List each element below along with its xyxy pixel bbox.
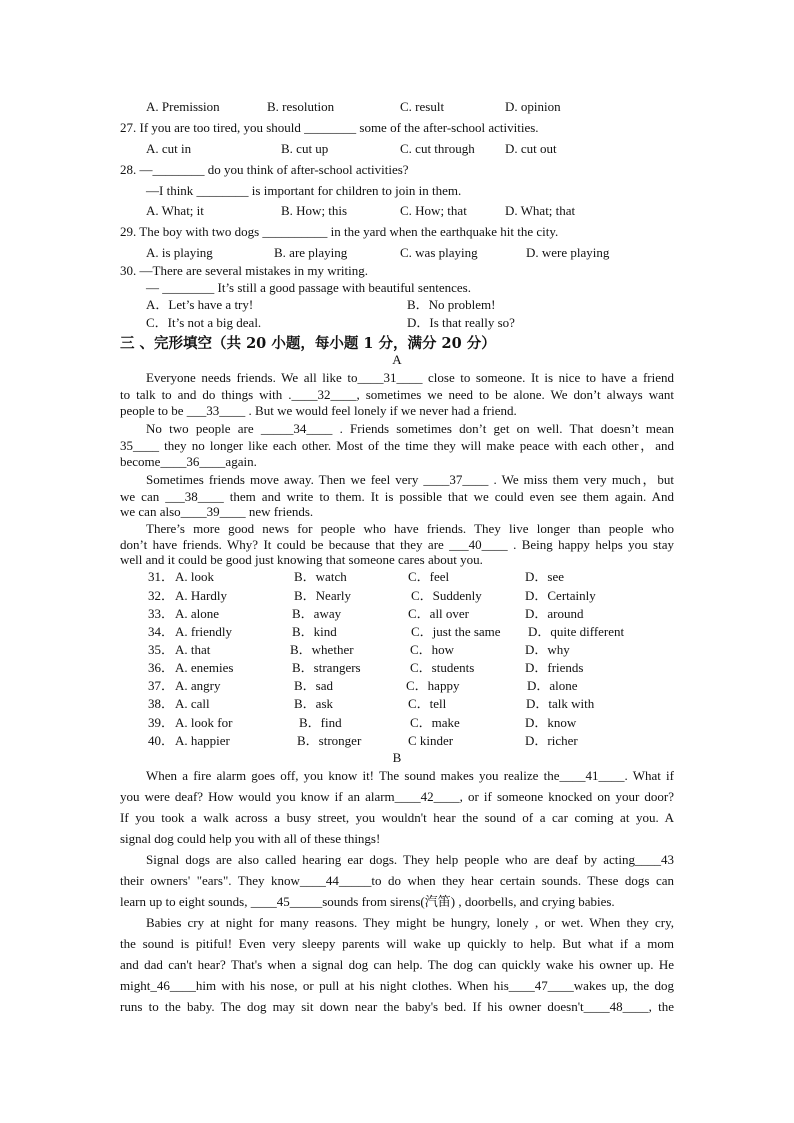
option-a: A. enemies xyxy=(175,660,234,675)
q30-stem: 30. —There are several mistakes in my writing. xyxy=(120,263,369,278)
passage-b-line: and dad can't hear? That's when a signal dog can help. The dog can quickly wake his owner up. He xyxy=(120,957,674,972)
q27-option-d: D. cut out xyxy=(505,141,557,156)
option-d: D．Certainly xyxy=(525,588,596,603)
passage-a-line: we can ___38____ them and write to them. It is possible that we could even see them again. And xyxy=(120,489,674,504)
option-c: C．Suddenly xyxy=(411,588,482,603)
option-c: C．students xyxy=(410,660,475,675)
passage-a-line: There’s more good news for people who have friends. They live longer than people who xyxy=(146,521,674,536)
q29-stem: 29. The boy with two dogs __________ in the yard when the earthquake hit the city. xyxy=(120,224,559,239)
option-b: B．kind xyxy=(292,624,337,639)
q28-reply: —I think ________ is important for children to join in them. xyxy=(146,183,462,198)
option-c: C．happy xyxy=(406,678,460,693)
passage-b-line: signal dog could help you with all of these things! xyxy=(120,831,381,846)
option-c: C．all over xyxy=(408,606,470,621)
option-b: B．away xyxy=(292,606,342,621)
passage-a-line: 35____ they no longer like each other. Most of the time they will make peace with each other，and xyxy=(120,438,674,453)
passage-a-line: we can also____39____ new friends. xyxy=(120,504,314,519)
option-number: 38． xyxy=(148,696,175,711)
q29-option-b: B. are playing xyxy=(274,245,348,260)
passage-a-line: to talk to and do things with .____32____, sometimes we need to be alone. We don’t always want xyxy=(120,387,674,402)
option-d: D．richer xyxy=(525,733,578,748)
option-b: B．ask xyxy=(294,696,334,711)
q26-option-a: A. Premission xyxy=(146,99,220,114)
option-d: D．alone xyxy=(527,678,578,693)
option-d: D．see xyxy=(525,569,564,584)
q30-option-a: A．Let’s have a try! xyxy=(146,297,254,312)
option-number: 39． xyxy=(148,715,175,730)
option-d: D．friends xyxy=(525,660,584,675)
option-d: D．why xyxy=(525,642,570,657)
passage-a-label: A xyxy=(392,352,402,367)
passage-b-line: you were deaf? How would you know if an alarm____42____, or if someone knocked on your door? xyxy=(120,789,674,804)
option-a: A. look xyxy=(175,569,214,584)
passage-a-line: well and it could be good just knowing that someone cares about you. xyxy=(120,552,483,567)
passage-a-line: Everyone needs friends. We all like to____31____ close to someone. It is nice to have a friend xyxy=(146,370,674,385)
option-number: 37． xyxy=(148,678,175,693)
passage-b-line: might_46____him with his nose, or pull at his night clothes. When his____47____wakes up, the dog xyxy=(120,978,674,993)
option-c: C．just the same xyxy=(411,624,501,639)
passage-b-line: the sound is pitiful! Even very sleepy parents will wake up quickly to help. But what if a mom xyxy=(120,936,674,951)
option-number: 40． xyxy=(148,733,175,748)
q28-option-c: C. How; that xyxy=(400,203,467,218)
passage-b-line: Signal dogs are also called hearing ear dogs. They help people who are deaf by acting____43 xyxy=(146,852,674,867)
q27-option-b: B. cut up xyxy=(281,141,329,156)
option-a: A. friendly xyxy=(175,624,233,639)
option-number: 33． xyxy=(148,606,175,621)
option-c: C．tell xyxy=(408,696,447,711)
passage-b-line: Babies cry at night for many reasons. They might be hungry, lonely , or wet. When they cry, xyxy=(146,915,674,930)
q30-option-d: D．Is that really so? xyxy=(407,315,515,330)
option-c: C kinder xyxy=(408,733,454,748)
passage-b-line: their owners' "ears". They know____44_____to do when they hear certain sounds. These dogs can xyxy=(120,873,674,888)
option-b: B．whether xyxy=(290,642,354,657)
option-b: B．sad xyxy=(294,678,334,693)
passage-b-line: learn up to eight sounds, ____45_____sounds from sirens(汽笛) , doorbells, and crying babies. xyxy=(120,894,615,909)
q27-option-c: C. cut through xyxy=(400,141,475,156)
option-a: A. that xyxy=(175,642,211,657)
option-number: 36． xyxy=(148,660,175,675)
option-d: D．around xyxy=(525,606,584,621)
option-b: B．Nearly xyxy=(294,588,352,603)
passage-b-label: B xyxy=(392,750,402,765)
q29-option-d: D. were playing xyxy=(526,245,610,260)
q29-option-a: A. is playing xyxy=(146,245,213,260)
q30-option-b: B．No problem! xyxy=(407,297,496,312)
passage-a-line: Sometimes friends move away. Then we feel very ____37____ . We miss them very much，but xyxy=(146,472,674,487)
q30-option-c: C．It’s not a big deal. xyxy=(146,315,262,330)
option-b: B．find xyxy=(299,715,342,730)
q28-option-d: D. What; that xyxy=(505,203,576,218)
q30-reply: — ________ It’s still a good passage with beautiful sentences. xyxy=(146,280,471,295)
passage-b-line: When a fire alarm goes off, you know it! The sound makes you realize the____41____. What if xyxy=(146,768,674,783)
q28-stem: 28. —________ do you think of after-school activities? xyxy=(120,162,409,177)
option-a: A. happier xyxy=(175,733,230,748)
option-b: B．stronger xyxy=(297,733,362,748)
option-a: A. look for xyxy=(175,715,233,730)
option-a: A. Hardly xyxy=(175,588,227,603)
option-a: A. angry xyxy=(175,678,221,693)
option-number: 35． xyxy=(148,642,175,657)
passage-a-line: No two people are _____34____ . Friends sometimes don’t get on well. That doesn’t mean xyxy=(146,421,674,436)
option-c: C．make xyxy=(410,715,460,730)
section-3-heading: 三 、完形填空（共 20 小题，每小题 1 分，满分 20 分） xyxy=(120,335,496,352)
option-number: 32． xyxy=(148,588,175,603)
option-b: B．strangers xyxy=(292,660,361,675)
passage-b-line: runs to the baby. The dog may sit down near the baby's bed. If his owner doesn't____48____, the xyxy=(120,999,674,1014)
passage-a-line: don’t have friends. Why? It could be because that they are ___40____ . Being happy helps you stay xyxy=(120,537,674,552)
option-d: D．know xyxy=(525,715,577,730)
option-d: D．talk with xyxy=(526,696,595,711)
q26-option-b: B. resolution xyxy=(267,99,335,114)
option-number: 31． xyxy=(148,569,175,584)
q29-option-c: C. was playing xyxy=(400,245,478,260)
option-b: B．watch xyxy=(294,569,347,584)
option-c: C．feel xyxy=(408,569,450,584)
option-a: A. call xyxy=(175,696,210,711)
option-number: 34． xyxy=(148,624,175,639)
passage-b-line: If you took a walk across a busy street, you wouldn't hear the sound of a car coming at you. A xyxy=(120,810,674,825)
option-a: A. alone xyxy=(175,606,220,621)
q27-option-a: A. cut in xyxy=(146,141,192,156)
option-c: C．how xyxy=(410,642,455,657)
q26-option-d: D. opinion xyxy=(505,99,561,114)
q27-stem: 27. If you are too tired, you should ________ some of the after-school activities. xyxy=(120,120,539,135)
option-d: D．quite different xyxy=(528,624,625,639)
q26-option-c: C. result xyxy=(400,99,445,114)
q28-option-a: A. What; it xyxy=(146,203,204,218)
passage-a-line: people to be ___33____ . But we would feel lonely if we never had a friend. xyxy=(120,403,517,418)
passage-a-line: become____36____again. xyxy=(120,454,257,469)
q28-option-b: B. How; this xyxy=(281,203,348,218)
